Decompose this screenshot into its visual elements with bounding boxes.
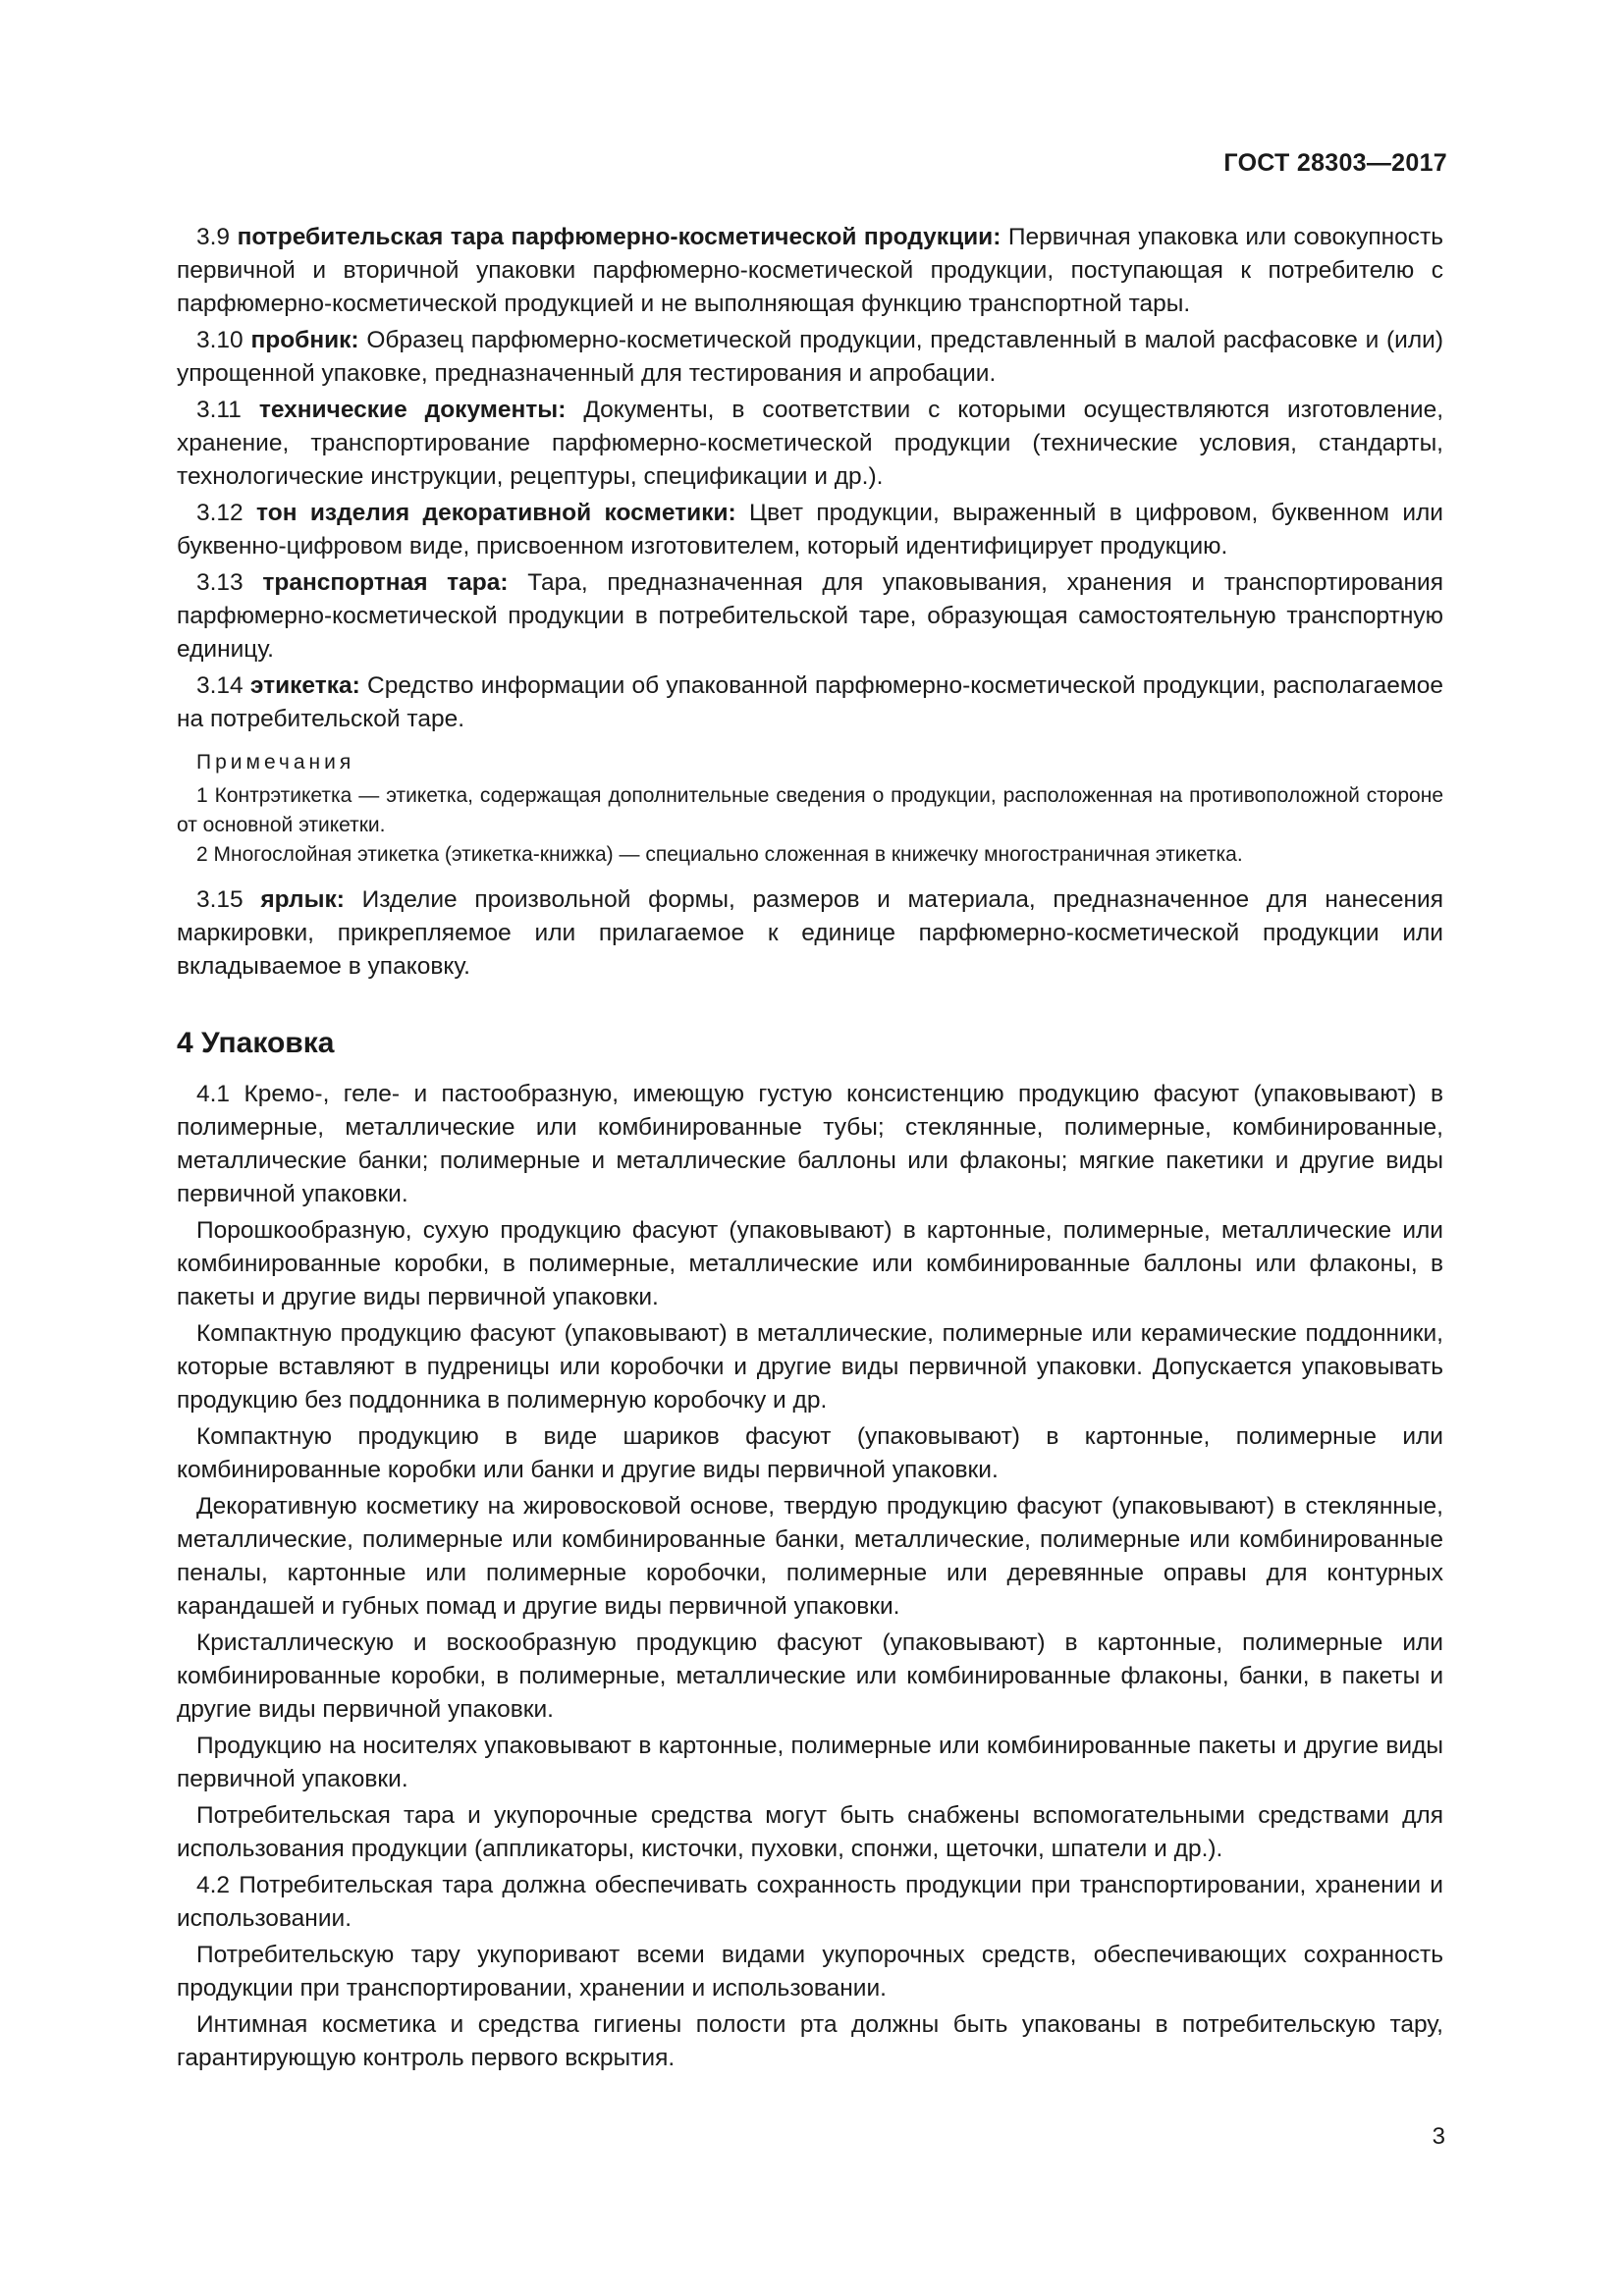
- section-paragraph: Продукцию на носителях упаковывают в картонные, полимерные или комбинированные пакеты и другие виды первичной упаковки.: [177, 1733, 1443, 1792]
- definition-text: Документы, в соответствии с которыми осуществляются изготовление, хранение, транспортирование парфюмерно-косметической продукции (технические условия, стандарты, технологические инструкции, рецептуры, спецификации и др.).: [177, 397, 1444, 490]
- section-paragraph: Компактную продукцию в виде шариков фасуют (упаковывают) в картонные, полимерные или комбинированные коробки или банки и другие виды первичной упаковки.: [177, 1423, 1443, 1483]
- definition-term: ярлык:: [260, 886, 345, 913]
- document-id: ГОСТ 28303—2017: [1223, 149, 1447, 177]
- definition-term: транспортная тара:: [262, 569, 509, 596]
- definition-number: 3.15: [196, 886, 244, 913]
- section-paragraph: 4.1 Кремо-, геле- и пастообразную, имеющую густую консистенцию продукцию фасуют (упаковывают) в полимерные, металлические или комбинированные тубы; стеклянные, полимерные, комбинированные, металлические банки; полимерные и металлические баллоны или флаконы; мягкие пакетики и другие виды первичной упаковки.: [177, 1081, 1443, 1207]
- note-2: 2 Многослойная этикетка (этикетка-книжка) — специально сложенная в книжечку многостраничная этикетка.: [196, 843, 1243, 866]
- definition-3-14: [177, 669, 1443, 736]
- section-paragraph: Интимная косметика и средства гигиены полости рта должны быть упакованы в потребительскую тару, гарантирующую контроль первого вскрытия.: [177, 2011, 1443, 2071]
- definition-3-13: [177, 566, 1443, 667]
- section-paragraph: Кристаллическую и воскообразную продукцию фасуют (упаковывают) в картонные, полимерные или комбинированные коробки, в полимерные, металлические или комбинированные флаконы, банки, в пакеты и другие виды первичной упаковки.: [177, 1629, 1443, 1723]
- definition-number: 3.11: [196, 397, 242, 423]
- definition-term: технические документы:: [258, 397, 567, 423]
- definition-term: потребительская тара парфюмерно-косметической продукции:: [237, 224, 1001, 250]
- section-paragraph: Компактную продукцию фасуют (упаковывают) в металлические, полимерные или керамические поддонники, которые вставляют в пудреницы или коробочки и другие виды первичной упаковки. Допускается упаковывать продукцию без поддонника в полимерную коробочку и др.: [177, 1320, 1443, 1414]
- definition-term: пробник:: [250, 327, 359, 353]
- definition-text: Цвет продукции, выраженный в цифровом, буквенном или буквенно-цифровом виде, присвоенном изготовителем, который идентифицирует продукцию.: [177, 500, 1443, 560]
- definition-number: 3.12: [196, 500, 244, 526]
- definition-text: Образец парфюмерно-косметической продукции, представленный в малой расфасовке и (или) упрощенной упаковке, предназначенный для тестирования и апробации.: [177, 327, 1443, 387]
- section-paragraph: 4.2 Потребительская тара должна обеспечивать сохранность продукции при транспортировании, хранении и использовании.: [177, 1872, 1443, 1932]
- definition-term: этикетка:: [249, 672, 360, 699]
- definition-text: Тара, предназначенная для упаковывания, хранения и транспортирования парфюмерно-косметической продукции в потребительской таре, образующая самостоятельную транспортную единицу.: [177, 569, 1443, 663]
- definition-3-9: [177, 221, 1443, 321]
- definition-number: 3.9: [196, 224, 231, 250]
- definition-number: 3.10: [196, 327, 244, 353]
- section-title-packaging: 4 Упаковка: [177, 1027, 335, 1059]
- definition-3-12: [177, 497, 1443, 563]
- section-paragraph: Потребительская тара и укупорочные средства могут быть снабжены вспомогательными средствами для использования продукции (аппликаторы, кисточки, пуховки, спонжи, щеточки, шпатели и др.).: [177, 1802, 1443, 1862]
- definition-3-15: [177, 883, 1443, 984]
- definition-number: 3.14: [196, 672, 244, 699]
- section-paragraph: Порошкообразную, сухую продукцию фасуют (упаковывают) в картонные, полимерные, металлические или комбинированные коробки, в полимерные, металлические или комбинированные баллоны или флаконы, в пакеты и другие виды первичной упаковки.: [177, 1217, 1443, 1310]
- document-body: [177, 221, 1443, 2078]
- notes-block: [177, 748, 1443, 870]
- definition-3-10: [177, 324, 1443, 391]
- definition-text: Изделие произвольной формы, размеров и материала, предназначенное для нанесения маркировки, прикрепляемое или прилагаемое к единице парфюмерно-косметической продукции или вкладываемое в упаковку.: [177, 886, 1443, 980]
- section-paragraph: Декоративную косметику на жировосковой основе, твердую продукцию фасуют (упаковывают) в стеклянные, металлические, полимерные или комбинированные банки, металлические, полимерные или комбинированные пеналы, картонные или полимерные коробочки, полимерные или деревянные оправы для контурных карандашей и губных помад и другие виды первичной упаковки.: [177, 1493, 1443, 1620]
- definition-term: тон изделия декоративной косметики:: [256, 500, 736, 526]
- definition-number: 3.13: [196, 569, 244, 596]
- page-number: 3: [1432, 2123, 1445, 2150]
- note-1: 1 Контрэтикетка — этикетка, содержащая дополнительные сведения о продукции, расположенная на противоположной стороне от основной этикетки.: [177, 784, 1443, 836]
- definition-text: Первичная упаковка или совокупность первичной и вторичной упаковки парфюмерно-косметической продукции, поступающая к потребителю с парфюмерно-косметической продукцией и не выполняющая функцию транспортной тары.: [177, 224, 1443, 317]
- definition-3-11: [177, 394, 1443, 494]
- section-paragraph: Потребительскую тару укупоривают всеми видами укупорочных средств, обеспечивающих сохранность продукции при транспортировании, хранении и использовании.: [177, 1942, 1443, 2002]
- notes-title: Примечания: [196, 751, 355, 774]
- definition-text: Средство информации об упакованной парфюмерно-косметической продукции, располагаемое на потребительской таре.: [177, 672, 1443, 732]
